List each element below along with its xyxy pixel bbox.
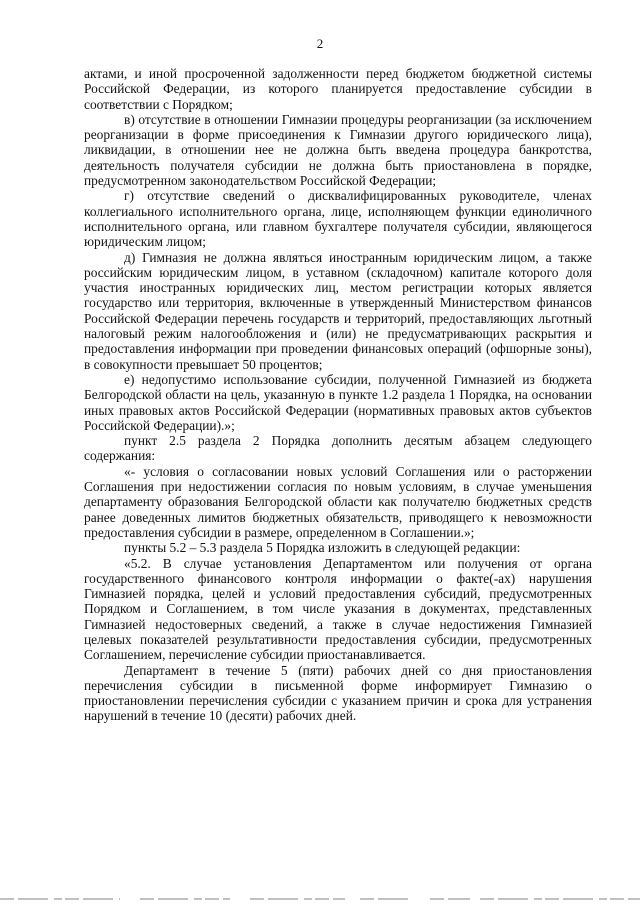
paragraph-item-2-5: пункт 2.5 раздела 2 Порядка дополнить десятым абзацем следующего содержания: [84,433,592,464]
paragraph-d: д) Гимназия не должна являться иностранным юридическим лицом, а также российским юридическим лицом, в уставном (складочном) капитале которого доля участия иностранных юридических лиц, местом регистрации которых является государство или территория, включенные в утвержденный Министерством финансов Российской Федерации перечень государств и территорий, предоставляющих льготный налоговый режим налогообложения и (или) не предусматривающих раскрытия и предоставления информации при проведении финансовых операций (офшорные зоны), в совокупности превышает 50 процентов; [84,249,592,372]
paragraph-v: в) отсутствие в отношении Гимназии процедуры реорганизации (за исключением реорганизации в форме присоединения к Гимназии другого юридического лица), ликвидации, в отношении нее не должна быть введена процедура банкротства, деятельность получателя субсидии не должна быть приостановлена в порядке, предусмотренном законодательством Российской Федерации; [84,111,592,189]
paragraph-department-notice: Департамент в течение 5 (пяти) рабочих дней со дня приостановления перечисления субсидии в письменной форме информирует Гимназию о приостановлении перечисления субсидии с указанием причин и срока для устранения нарушений в течение 10 (десяти) рабочих дней. [84,662,592,724]
paragraph-continuation: актами, и иной просроченной задолженности перед бюджетом бюджетной системы Российской Федерации, из которого планируется предоставление субсидии в соответствии с Порядком; [84,66,592,112]
paragraph-5-2: «5.2. В случае установления Департаментом или получения от органа государственного финансового контроля информации о факте(-ах) нарушения Гимназией порядка, целей и условий предоставления субсидий, предусмотренных Порядком и Соглашением, в том числе указания в документах, представленных Гимназией недостоверных сведений, а также в случае недостижения Гимназией целевых показателей результативности предоставления субсидии, предусмотренных Соглашением, перечисление субсидии приостанавливается. [84,555,592,663]
document-body [84,66,592,724]
page-number: 2 [316,36,324,51]
paragraph-items-5-2-5-3: пункты 5.2 – 5.3 раздела 5 Порядка изложить в следующей редакции: [124,540,521,556]
paragraph-quote-conditions: «- условия о согласовании новых условий Соглашения или о расторжении Соглашения при недостижении согласия по новым условиям, в случае уменьшения департаменту образования Белгородской области как получателю бюджетных средств ранее доведенных лимитов бюджетных обязательств, приводящего к невозможности предоставления субсидии в размере, определенном в Соглашении.»; [84,463,592,540]
paragraph-g: г) отсутствие сведений о дисквалифицированных руководителе, членах коллегиального исполнительного органа, лице, исполняющем функции единоличного исполнительного органа, или главном бухгалтере получателя субсидии, являющегося юридическим лицом; [84,188,592,250]
paragraph-e: е) недопустимо использование субсидии, полученной Гимназией из бюджета Белгородской области на цель, указанную в пункте 1.2 раздела 1 Порядка, на основании иных правовых актов Российской Федерации (нормативных правовых актов субъектов Российской Федерации).»; [84,371,592,433]
scan-edge-artifact [0,893,640,905]
